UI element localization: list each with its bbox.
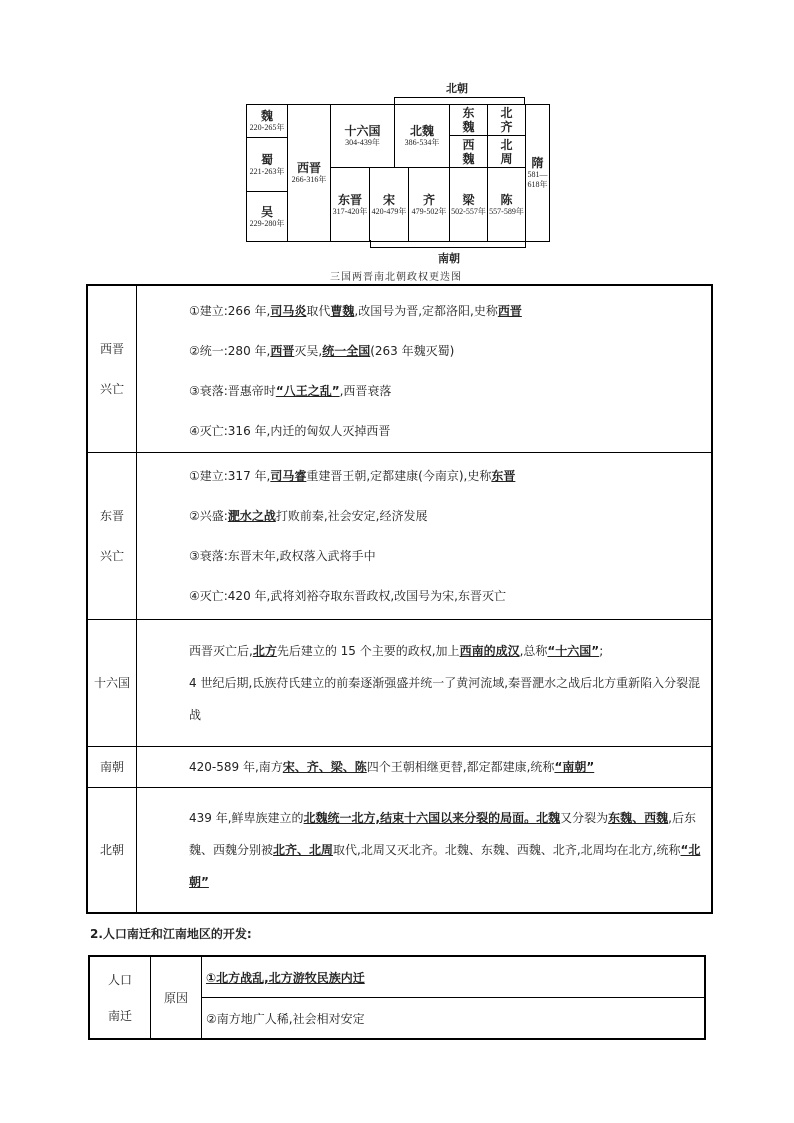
south-brace xyxy=(370,240,526,248)
cell-xijin xyxy=(287,104,331,242)
diagram-caption: 三国两晋南北朝政权更迭图 xyxy=(330,272,462,283)
xijin-line-2 xyxy=(189,331,711,371)
chen-name: 陈 xyxy=(500,192,513,207)
beiwei-years: 386-534年 xyxy=(404,138,440,147)
qi-name: 齐 xyxy=(422,192,435,207)
sixteen-para-1 xyxy=(189,635,701,667)
south-dynasties-label: 南朝 xyxy=(438,252,460,265)
label-xijin xyxy=(87,285,137,453)
cell-sixteen-kingdoms xyxy=(330,104,395,168)
hl-feishui: 淝水之战 xyxy=(227,509,276,523)
t: ,改国号为晋,定都洛阳,史称 xyxy=(354,304,498,318)
cell-dongjin xyxy=(330,167,370,242)
t: ,后东魏、西魏分别被 xyxy=(189,811,696,857)
content-nanchao xyxy=(137,747,713,788)
hl-beiwei-unify: 北魏统一北方,结束十六国以来分裂的局面。 xyxy=(303,811,537,825)
t: 又分裂为 xyxy=(560,811,609,825)
t: ,总称 xyxy=(519,644,548,658)
sui-name: 隋 xyxy=(531,156,544,170)
t: ,西晋衰落 xyxy=(339,384,392,398)
t: 四个王朝相继更替,都定都建康,统称 xyxy=(366,760,555,774)
cell-beizhou xyxy=(487,135,526,168)
label-migration xyxy=(89,956,151,1039)
cell-shu xyxy=(246,137,288,192)
label-dongjin-2: 兴亡 xyxy=(99,549,124,563)
xijin-line-1 xyxy=(189,291,711,331)
sixteen-years: 304-439年 xyxy=(345,138,380,147)
section-2-title: 2.人口南迁和江南地区的开发: xyxy=(90,927,252,941)
label-reason: 原因 xyxy=(151,956,202,1039)
song-years: 420-479年 xyxy=(371,206,407,216)
cell-qi xyxy=(408,167,450,242)
sixteen-name: 十六国 xyxy=(344,124,381,138)
label-nanchao: 南朝 xyxy=(87,747,137,788)
t: ①建立:317 年, xyxy=(189,469,271,483)
label-dongjin-1: 东晋 xyxy=(99,509,124,523)
row-nanchao xyxy=(87,747,712,788)
wu-name: 吴 xyxy=(260,204,273,219)
cell-beiwei xyxy=(394,104,450,168)
sui-years: 581— 618年 xyxy=(527,170,548,189)
t: 打败前秦,社会安定,经济发展 xyxy=(275,509,428,523)
hl-four-dynasties: 宋、齐、梁、陈 xyxy=(282,760,367,774)
beichao-para xyxy=(189,802,701,898)
chen-years: 557-589年 xyxy=(489,206,524,216)
song-name: 宋 xyxy=(382,192,395,207)
sixteen-para-2: 4 世纪后期,氐族苻氏建立的前秦逐渐强盛并统一了黄河流域,秦晋淝水之战后北方重新陷入分裂混战 xyxy=(189,676,701,722)
cell-xiwei xyxy=(449,135,488,168)
dongjin-name: 东晋 xyxy=(337,192,362,207)
label-xijin-1: 西晋 xyxy=(99,342,124,356)
wu-years: 229-280年 xyxy=(249,218,285,228)
xiwei-name: 西 魏 xyxy=(462,137,475,166)
hl-caowei: 曹魏 xyxy=(330,304,355,318)
hl-bawang: “八王之乱” xyxy=(275,384,340,398)
row-dongjin xyxy=(87,453,712,620)
cell-chen xyxy=(487,167,526,242)
qi-years: 479-502年 xyxy=(411,206,447,216)
dongjin-line-4: ④灭亡:420 年,武将刘裕夺取东晋政权,改国号为宋,东晋灭亡 xyxy=(189,589,506,603)
hl-xijin2: 西晋 xyxy=(270,344,295,358)
nanchao-line xyxy=(189,747,711,787)
t: 439 年,鲜卑族建立的 xyxy=(189,811,304,825)
cell-wei xyxy=(246,104,288,138)
xijin-name: 西晋 xyxy=(296,161,321,175)
t: ③衰落:晋惠帝时 xyxy=(189,384,276,398)
wei-name: 魏 xyxy=(260,109,273,123)
xijin-line-3 xyxy=(189,371,711,411)
hl-beiwei: 北魏 xyxy=(536,811,561,825)
t: ①建立:266 年, xyxy=(189,304,271,318)
t: (263 年魏灭蜀) xyxy=(370,344,455,358)
hl-north: 北方 xyxy=(252,644,277,658)
migration-table xyxy=(88,955,706,1040)
hl-dongxiwei: 东魏、西魏 xyxy=(608,811,669,825)
hl-dongjin: 东晋 xyxy=(491,469,516,483)
shu-name: 蜀 xyxy=(260,152,273,167)
t: 取代 xyxy=(306,304,331,318)
dynasty-diagram xyxy=(0,0,794,285)
label-migration-2: 南迁 xyxy=(107,1008,132,1023)
t: 西晋灭亡后, xyxy=(189,644,253,658)
t: 420-589 年,南方 xyxy=(189,760,283,774)
cell-beiqi xyxy=(487,104,526,136)
label-beichao: 北朝 xyxy=(87,788,137,914)
shu-years: 221-263年 xyxy=(249,166,285,176)
hl-simarui: 司马睿 xyxy=(270,469,307,483)
t: ②统一:280 年, xyxy=(189,344,271,358)
cell-dongwei xyxy=(449,104,488,136)
dongjin-line-3: ③衰落:东晋末年,政权落入武将手中 xyxy=(189,549,376,563)
t: 取代,北周又灭北齐。北魏、东魏、西魏、北齐,北周均在北方,统称 xyxy=(333,843,681,857)
hl-unify: 统一全国 xyxy=(322,344,371,358)
hl-qizhou: 北齐、北周 xyxy=(273,843,334,857)
cell-sui xyxy=(525,104,550,242)
liang-name: 梁 xyxy=(462,192,475,207)
label-sixteen: 十六国 xyxy=(87,620,137,747)
t: 灭吴, xyxy=(294,344,323,358)
label-migration-1: 人口 xyxy=(107,972,132,987)
content-xijin xyxy=(137,285,713,453)
dongwei-name: 东 魏 xyxy=(462,106,475,134)
t: ②兴盛: xyxy=(189,509,228,523)
cell-liang xyxy=(449,167,488,242)
hl-beichao: “北朝” xyxy=(189,843,701,889)
content-sixteen xyxy=(137,620,713,747)
row-xijin xyxy=(87,285,712,453)
hl-reason-1: ①北方战乱,北方游牧民族内迁 xyxy=(206,970,365,985)
beiqi-name: 北 齐 xyxy=(500,106,513,134)
xijin-years: 266-316年 xyxy=(291,175,327,184)
xijin-line-4: ④灭亡:316 年,内迁的匈奴人灭掉西晋 xyxy=(189,424,391,438)
north-dynasties-label: 北朝 xyxy=(446,82,468,95)
dongjin-years: 317-420年 xyxy=(332,206,368,216)
regime-table xyxy=(86,284,713,914)
dongjin-line-1 xyxy=(189,456,711,496)
label-dongjin xyxy=(87,453,137,620)
hl-simayan: 司马炎 xyxy=(270,304,307,318)
hl-xijin: 西晋 xyxy=(497,304,522,318)
cell-song xyxy=(369,167,409,242)
label-xijin-2: 兴亡 xyxy=(99,382,124,396)
liang-years: 502-557年 xyxy=(451,206,486,216)
reason-2: ②南方地广人稀,社会相对安定 xyxy=(202,998,706,1040)
t: ; xyxy=(599,644,604,658)
t: 重建晋王朝,定都建康(今南京),史称 xyxy=(306,469,492,483)
dongjin-line-2 xyxy=(189,496,711,536)
row-sixteen xyxy=(87,620,712,747)
reason-1 xyxy=(202,956,706,998)
beiwei-name: 北魏 xyxy=(409,124,434,138)
hl-chenghan: 西南的成汉 xyxy=(459,644,520,658)
t: 先后建立的 15 个主要的政权,加上 xyxy=(276,644,460,658)
content-dongjin xyxy=(137,453,713,620)
cell-wu xyxy=(246,191,288,242)
hl-nanchao: “南朝” xyxy=(554,760,595,774)
row-beichao xyxy=(87,788,712,914)
content-beichao xyxy=(137,788,713,914)
hl-sixteen: “十六国” xyxy=(547,644,600,658)
beizhou-name: 北 周 xyxy=(500,137,513,166)
wei-years: 220-265年 xyxy=(249,123,285,132)
